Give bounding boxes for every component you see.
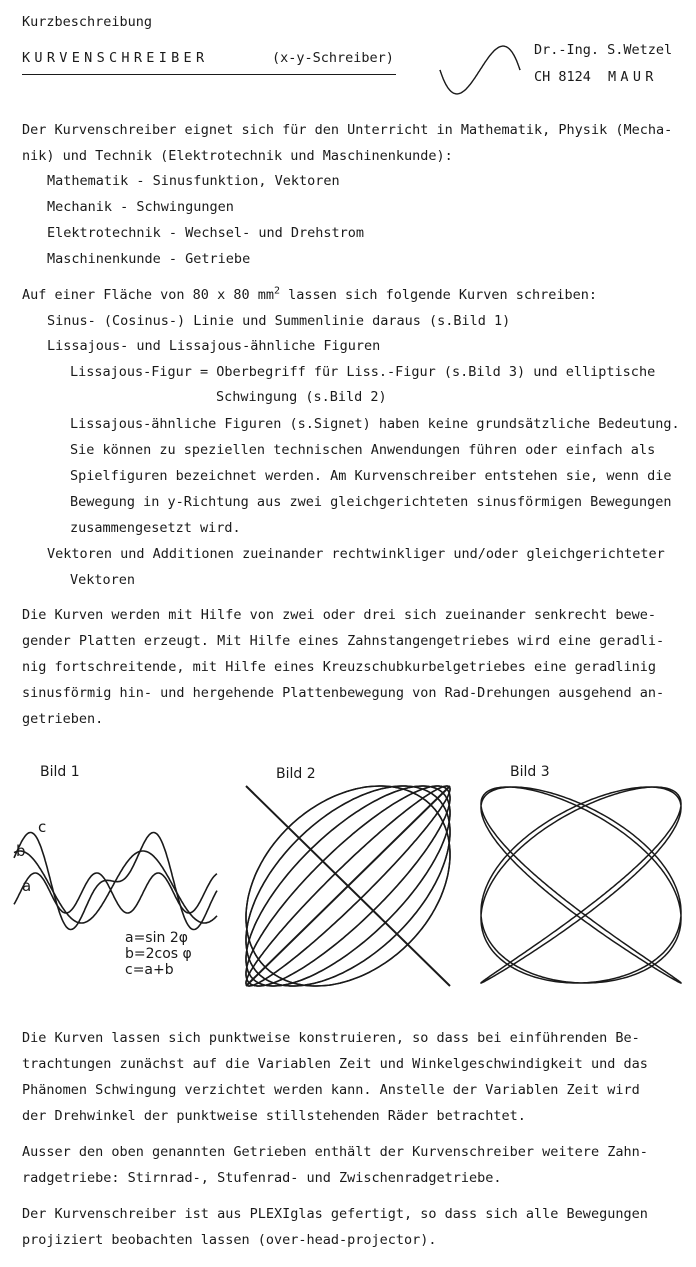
curve-a	[14, 873, 217, 913]
closing-line: Die Kurven lassen sich punktweise konstruieren, so dass bei einführenden Be-	[22, 1030, 640, 1046]
material-line: Der Kurvenschreiber ist aus PLEXIglas gefertigt, so dass sich alle Bewegungen	[22, 1206, 648, 1222]
doc-kind: Kurzbeschreibung	[22, 14, 153, 30]
closing-line: Phänomen Schwingung verzichtet werden kann. Anstelle der Variablen Zeit wird	[22, 1082, 640, 1098]
bild3-lissajous-figure	[476, 782, 686, 988]
area-line	[22, 287, 597, 303]
lissajous-like-line: zusammengesetzt wird.	[70, 520, 241, 536]
subject-item: Mechanik - Schwingungen	[47, 199, 234, 215]
title-underline	[22, 74, 396, 75]
lissajous-definition-cont: Schwingung (s.Bild 2)	[216, 389, 387, 405]
area-line-end: lassen sich folgende Kurven schreiben:	[288, 287, 597, 303]
area-exponent: 2	[273, 285, 280, 297]
bild3-label: Bild 3	[510, 764, 550, 780]
intro-line-2: nik) und Technik (Elektrotechnik und Maschinenkunde):	[22, 148, 453, 164]
subject-item: Mathematik - Sinusfunktion, Vektoren	[47, 173, 340, 189]
lissajous-like-line: Lissajous-ähnliche Figuren (s.Signet) haben keine grundsätzliche Bedeutung.	[70, 416, 680, 432]
equation-b: b=2cos φ	[125, 946, 192, 962]
subject-item: Maschinenkunde - Getriebe	[47, 251, 251, 267]
plates-line: gender Platten erzeugt. Mit Hilfe eines Zahnstangengetriebes wird eine geradli-	[22, 633, 665, 649]
area-line-start: Auf einer Fläche von 80 x 80 mm	[22, 287, 274, 303]
vectors-item-cont: Vektoren	[70, 572, 136, 588]
lissajous-like-line: Bewegung in y-Richtung aus zwei gleichgerichteten sinusförmigen Bewegungen	[70, 494, 672, 510]
plates-line: sinusförmig hin- und hergehende Plattenbewegung von Rad-Drehungen ausgehend an-	[22, 685, 665, 701]
doc-title: KURVENSCHREIBER	[22, 50, 209, 66]
intro-line-1: Der Kurvenschreiber eignet sich für den Unterricht in Mathematik, Physik (Mecha-	[22, 122, 673, 138]
curve-a-label: a	[22, 877, 32, 895]
place-code: CH 8124	[534, 69, 591, 85]
bild1-label: Bild 1	[40, 764, 80, 780]
gears-line: radgetriebe: Stirnrad-, Stufenrad- und Zwischenradgetriebe.	[22, 1170, 502, 1186]
material-line: projiziert beobachten lassen (over-head-projector).	[22, 1232, 437, 1248]
plates-line: nig fortschreitende, mit Hilfe eines Kreuzschubkurbelgetriebes eine geradlinig	[22, 659, 656, 675]
equation-c: c=a+b	[125, 962, 174, 978]
place-name: MAUR	[608, 69, 658, 85]
plates-line: getrieben.	[22, 711, 104, 727]
signet-logo	[435, 34, 525, 106]
subject-item: Elektrotechnik - Wechsel- und Drehstrom	[47, 225, 364, 241]
closing-line: der Drehwinkel der punktweise stillstehenden Räder betrachtet.	[22, 1108, 526, 1124]
bild2-elliptic-oscillation	[240, 782, 456, 990]
gears-line: Ausser den oben genannten Getrieben enthält der Kurvenschreiber weitere Zahn-	[22, 1144, 648, 1160]
author: Dr.-Ing. S.Wetzel	[534, 42, 673, 58]
sinus-item: Sinus- (Cosinus-) Linie und Summenlinie daraus (s.Bild 1)	[47, 313, 511, 329]
curve-c-label: c	[38, 818, 47, 836]
lissajous-definition: Lissajous-Figur = Oberbegriff für Liss.-Figur (s.Bild 3) und elliptische	[70, 364, 656, 380]
lissajous-like-line: Spielfiguren bezeichnet werden. Am Kurvenschreiber entstehen sie, wenn die	[70, 468, 672, 484]
curve-b-label: b	[16, 842, 26, 860]
plates-line: Die Kurven werden mit Hilfe von zwei oder drei sich zueinander senkrecht bewe-	[22, 607, 656, 623]
bild1-equations	[125, 930, 192, 978]
closing-line: trachtungen zunächst auf die Variablen Zeit und Winkelgeschwindigkeit und das	[22, 1056, 648, 1072]
lissajous-like-line: Sie können zu speziellen technischen Anwendungen führen oder einfach als	[70, 442, 656, 458]
vectors-item: Vektoren und Additionen zueinander rechtwinkliger und/oder gleichgerichteter	[47, 546, 665, 562]
doc-subtitle: (x-y-Schreiber)	[272, 50, 394, 66]
lissajous-heading: Lissajous- und Lissajous-ähnliche Figuren	[47, 338, 381, 354]
bild2-label: Bild 2	[276, 766, 316, 782]
equation-a: a=sin 2φ	[125, 930, 188, 946]
